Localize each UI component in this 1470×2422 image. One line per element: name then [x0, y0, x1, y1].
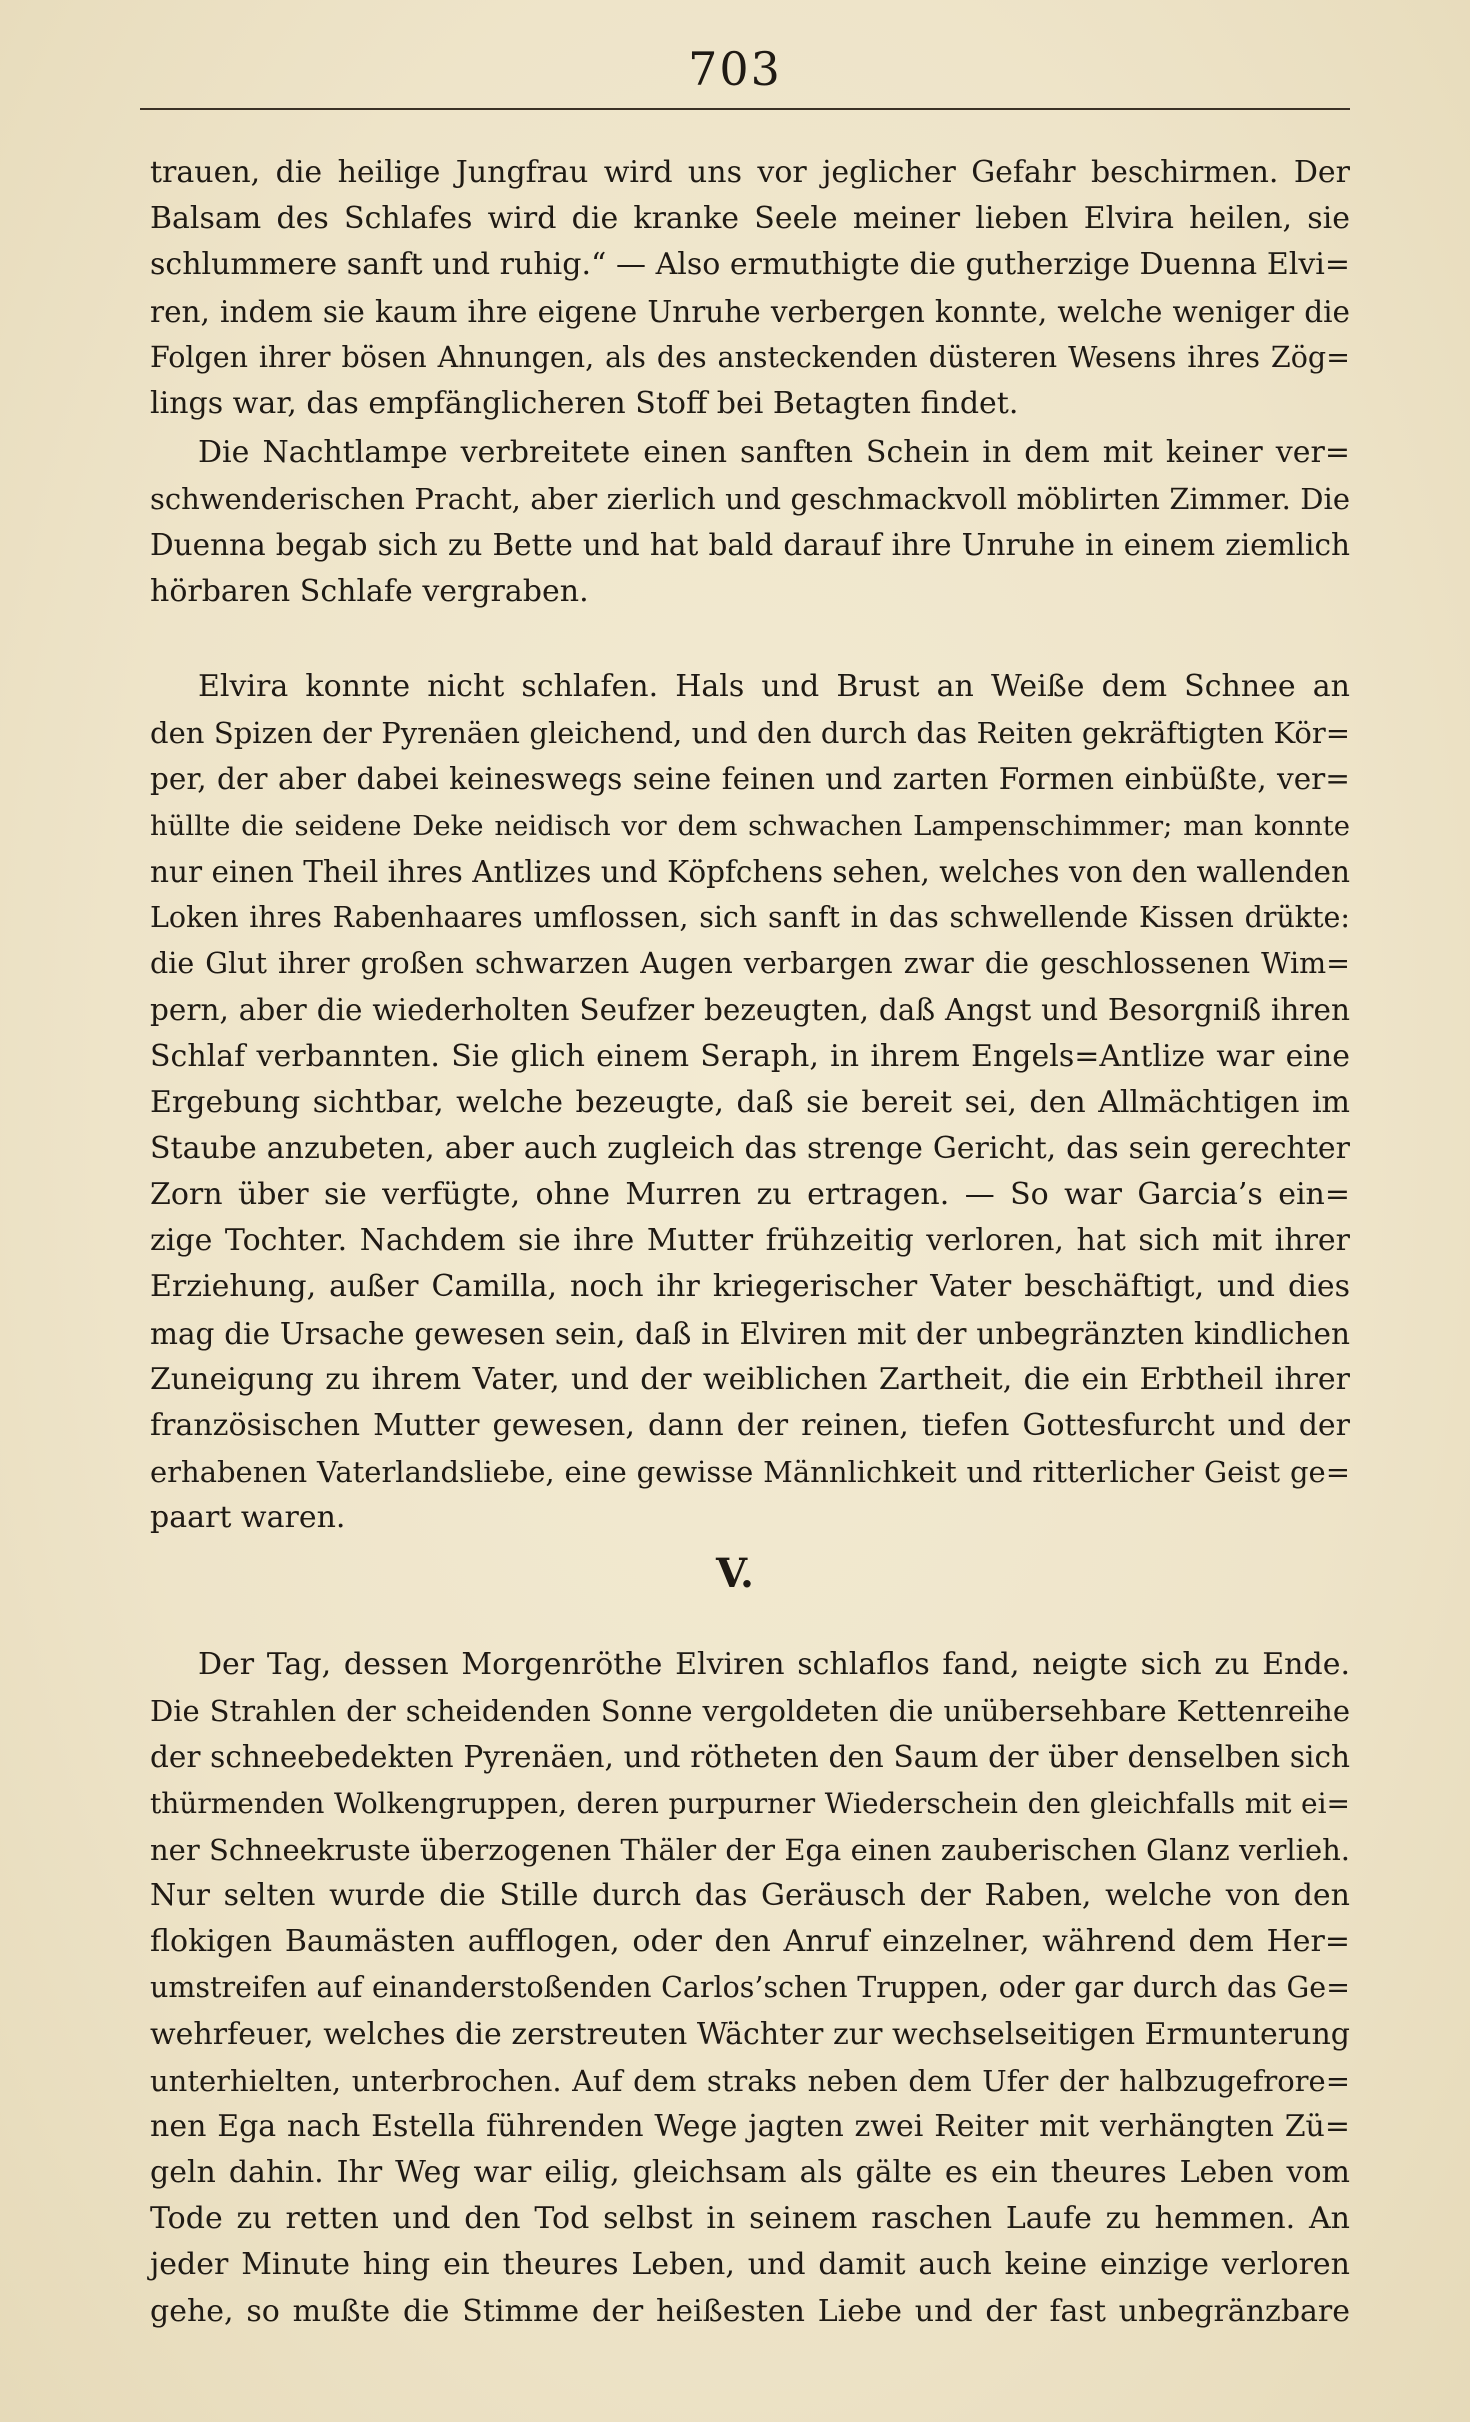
- page-number: 703: [688, 42, 782, 96]
- text-line: Nur selten wurde die Stille durch das Geräusch der Raben, welche von den: [150, 1877, 1350, 1913]
- text-line: gehe, so mußte die Stimme der heißesten Liebe und der fast unbegränzbare: [150, 2293, 1350, 2329]
- chapter-paragraph: [150, 1642, 1350, 2335]
- text-line: thürmenden Wolkengruppen, deren purpurner Wiederschein den gleichfalls mit ei=: [150, 1786, 1350, 1820]
- text-line: mag die Ursache gewesen sein, daß in Elviren mit der unbegränzten kindlichen: [150, 1316, 1350, 1351]
- text-line: Zorn über sie verfügte, ohne Murren zu ertragen. — So war Garcia’s ein=: [150, 1177, 1350, 1213]
- text-line: nen Ega nach Estella führenden Wege jagten zwei Reiter mit verhängten Zü=: [150, 2108, 1350, 2144]
- header-rule: [140, 108, 1350, 110]
- text-line: Loken ihres Rabenhaares umflossen, sich sanft in das schwellende Kissen drükte:: [150, 900, 1350, 934]
- text-line: hüllte die seidene Deke neidisch vor dem schwachen Lampenschimmer; man konnte: [150, 809, 1350, 842]
- text-line: per, der aber dabei keineswegs seine feinen und zarten Formen einbüßte, ver=: [150, 762, 1350, 797]
- text-line: erhabenen Vaterlandsliebe, eine gewisse Männlichkeit und ritterlicher Geist ge=: [150, 1455, 1350, 1490]
- text-line: Folgen ihrer bösen Ahnungen, als des ansteckenden düsteren Wesens ihres Zög=: [150, 340, 1350, 374]
- text-line: umstreifen auf einanderstoßenden Carlos’schen Truppen, oder gar durch das Ge=: [150, 1971, 1350, 2005]
- text-line: unterhielten, unterbrochen. Auf dem straks neben dem Ufer der halbzugefrore=: [150, 2063, 1350, 2098]
- text-line: Die Strahlen der scheidenden Sonne vergoldeten die unübersehbare Kettenreihe: [150, 1694, 1350, 1729]
- text-line: hörbaren Schlafe vergraben.: [150, 573, 589, 609]
- text-line: jeder Minute hing ein theures Leben, und damit auch keine einzige verloren: [150, 2247, 1350, 2283]
- paragraph-1: [150, 150, 1350, 427]
- text-line: Duenna begab sich zu Bette und hat bald darauf ihre Unruhe in einem ziemlich: [150, 528, 1350, 563]
- text-line: Der Tag, dessen Morgenröthe Elviren schlaflos fand, neigte sich zu Ende.: [198, 1647, 1350, 1682]
- text-line: Zuneigung zu ihrem Vater, und der weiblichen Zartheit, die ein Erbtheil ihrer: [150, 1361, 1350, 1397]
- text-line: Elvira konnte nicht schlafen. Hals und Brust an Weiße dem Schnee an: [198, 669, 1350, 704]
- text-line: wehrfeuer, welches die zerstreuten Wächter zur wechselseitigen Ermunterung: [150, 2016, 1350, 2052]
- paragraph-2: [150, 430, 1350, 615]
- text-line: flokigen Baumästen aufflogen, oder den Anruf einzelner, während dem Her=: [150, 1924, 1350, 1960]
- text-line: nur einen Theil ihres Antlizes und Köpfchens sehen, welches von den wallenden: [150, 854, 1350, 889]
- text-line: paart waren.: [150, 1500, 346, 1536]
- chapter-heading: V.: [716, 1550, 754, 1597]
- text-line: den Spizen der Pyrenäen gleichend, und den durch das Reiten gekräftigten Kör=: [150, 716, 1350, 751]
- paragraph-3: [150, 664, 1350, 1542]
- text-line: Die Nachtlampe verbreitete einen sanften Schein in dem mit keiner ver=: [198, 435, 1350, 470]
- text-line: Tode zu retten und den Tod selbst in seinem raschen Laufe zu hemmen. An: [150, 2201, 1350, 2237]
- text-line: schwenderischen Pracht, aber zierlich und geschmackvoll möblirten Zimmer. Die: [150, 482, 1350, 517]
- text-line: zige Tochter. Nachdem sie ihre Mutter frühzeitig verloren, hat sich mit ihrer: [150, 1223, 1350, 1259]
- text-line: ner Schneekruste überzogenen Thäler der Ega einen zauberischen Glanz verlieh.: [150, 1832, 1350, 1867]
- text-line: Schlaf verbannten. Sie glich einem Seraph, in ihrem Engels=Antlize war eine: [150, 1038, 1350, 1074]
- text-line: Erziehung, außer Camilla, noch ihr kriegerischer Vater beschäftigt, und dies: [150, 1269, 1350, 1305]
- text-line: die Glut ihrer großen schwarzen Augen verbargen zwar die geschlossenen Wim=: [150, 947, 1350, 981]
- text-line: Balsam des Schlafes wird die kranke Seele meiner lieben Elvira heilen, sie: [150, 201, 1350, 237]
- text-line: französischen Mutter gewesen, dann der reinen, tiefen Gottesfurcht und der: [150, 1408, 1350, 1443]
- text-line: Staube anzubeten, aber auch zugleich das strenge Gericht, das sein gerechter: [150, 1130, 1350, 1166]
- text-line: schlummere sanft und ruhig.“ — Also ermuthigte die gutherzige Duenna Elvi=: [150, 247, 1350, 283]
- text-line: geln dahin. Ihr Weg war eilig, gleichsam als gälte es ein theures Leben vom: [150, 2155, 1350, 2191]
- text-line: der schneebedekten Pyrenäen, und rötheten den Saum der über denselben sich: [150, 1740, 1350, 1775]
- text-line: ren, indem sie kaum ihre eigene Unruhe verbergen konnte, welche weniger die: [150, 294, 1350, 329]
- text-line: lings war, das empfänglicheren Stoff bei Betagten findet.: [150, 385, 1019, 421]
- text-line: trauen, die heilige Jungfrau wird uns vor jeglicher Gefahr beschirmen. Der: [150, 155, 1350, 190]
- text-line: pern, aber die wiederholten Seufzer bezeugten, daß Angst und Besorgniß ihren: [150, 993, 1350, 1028]
- text-line: Ergebung sichtbar, welche bezeugte, daß sie bereit sei, den Allmächtigen im: [150, 1084, 1350, 1120]
